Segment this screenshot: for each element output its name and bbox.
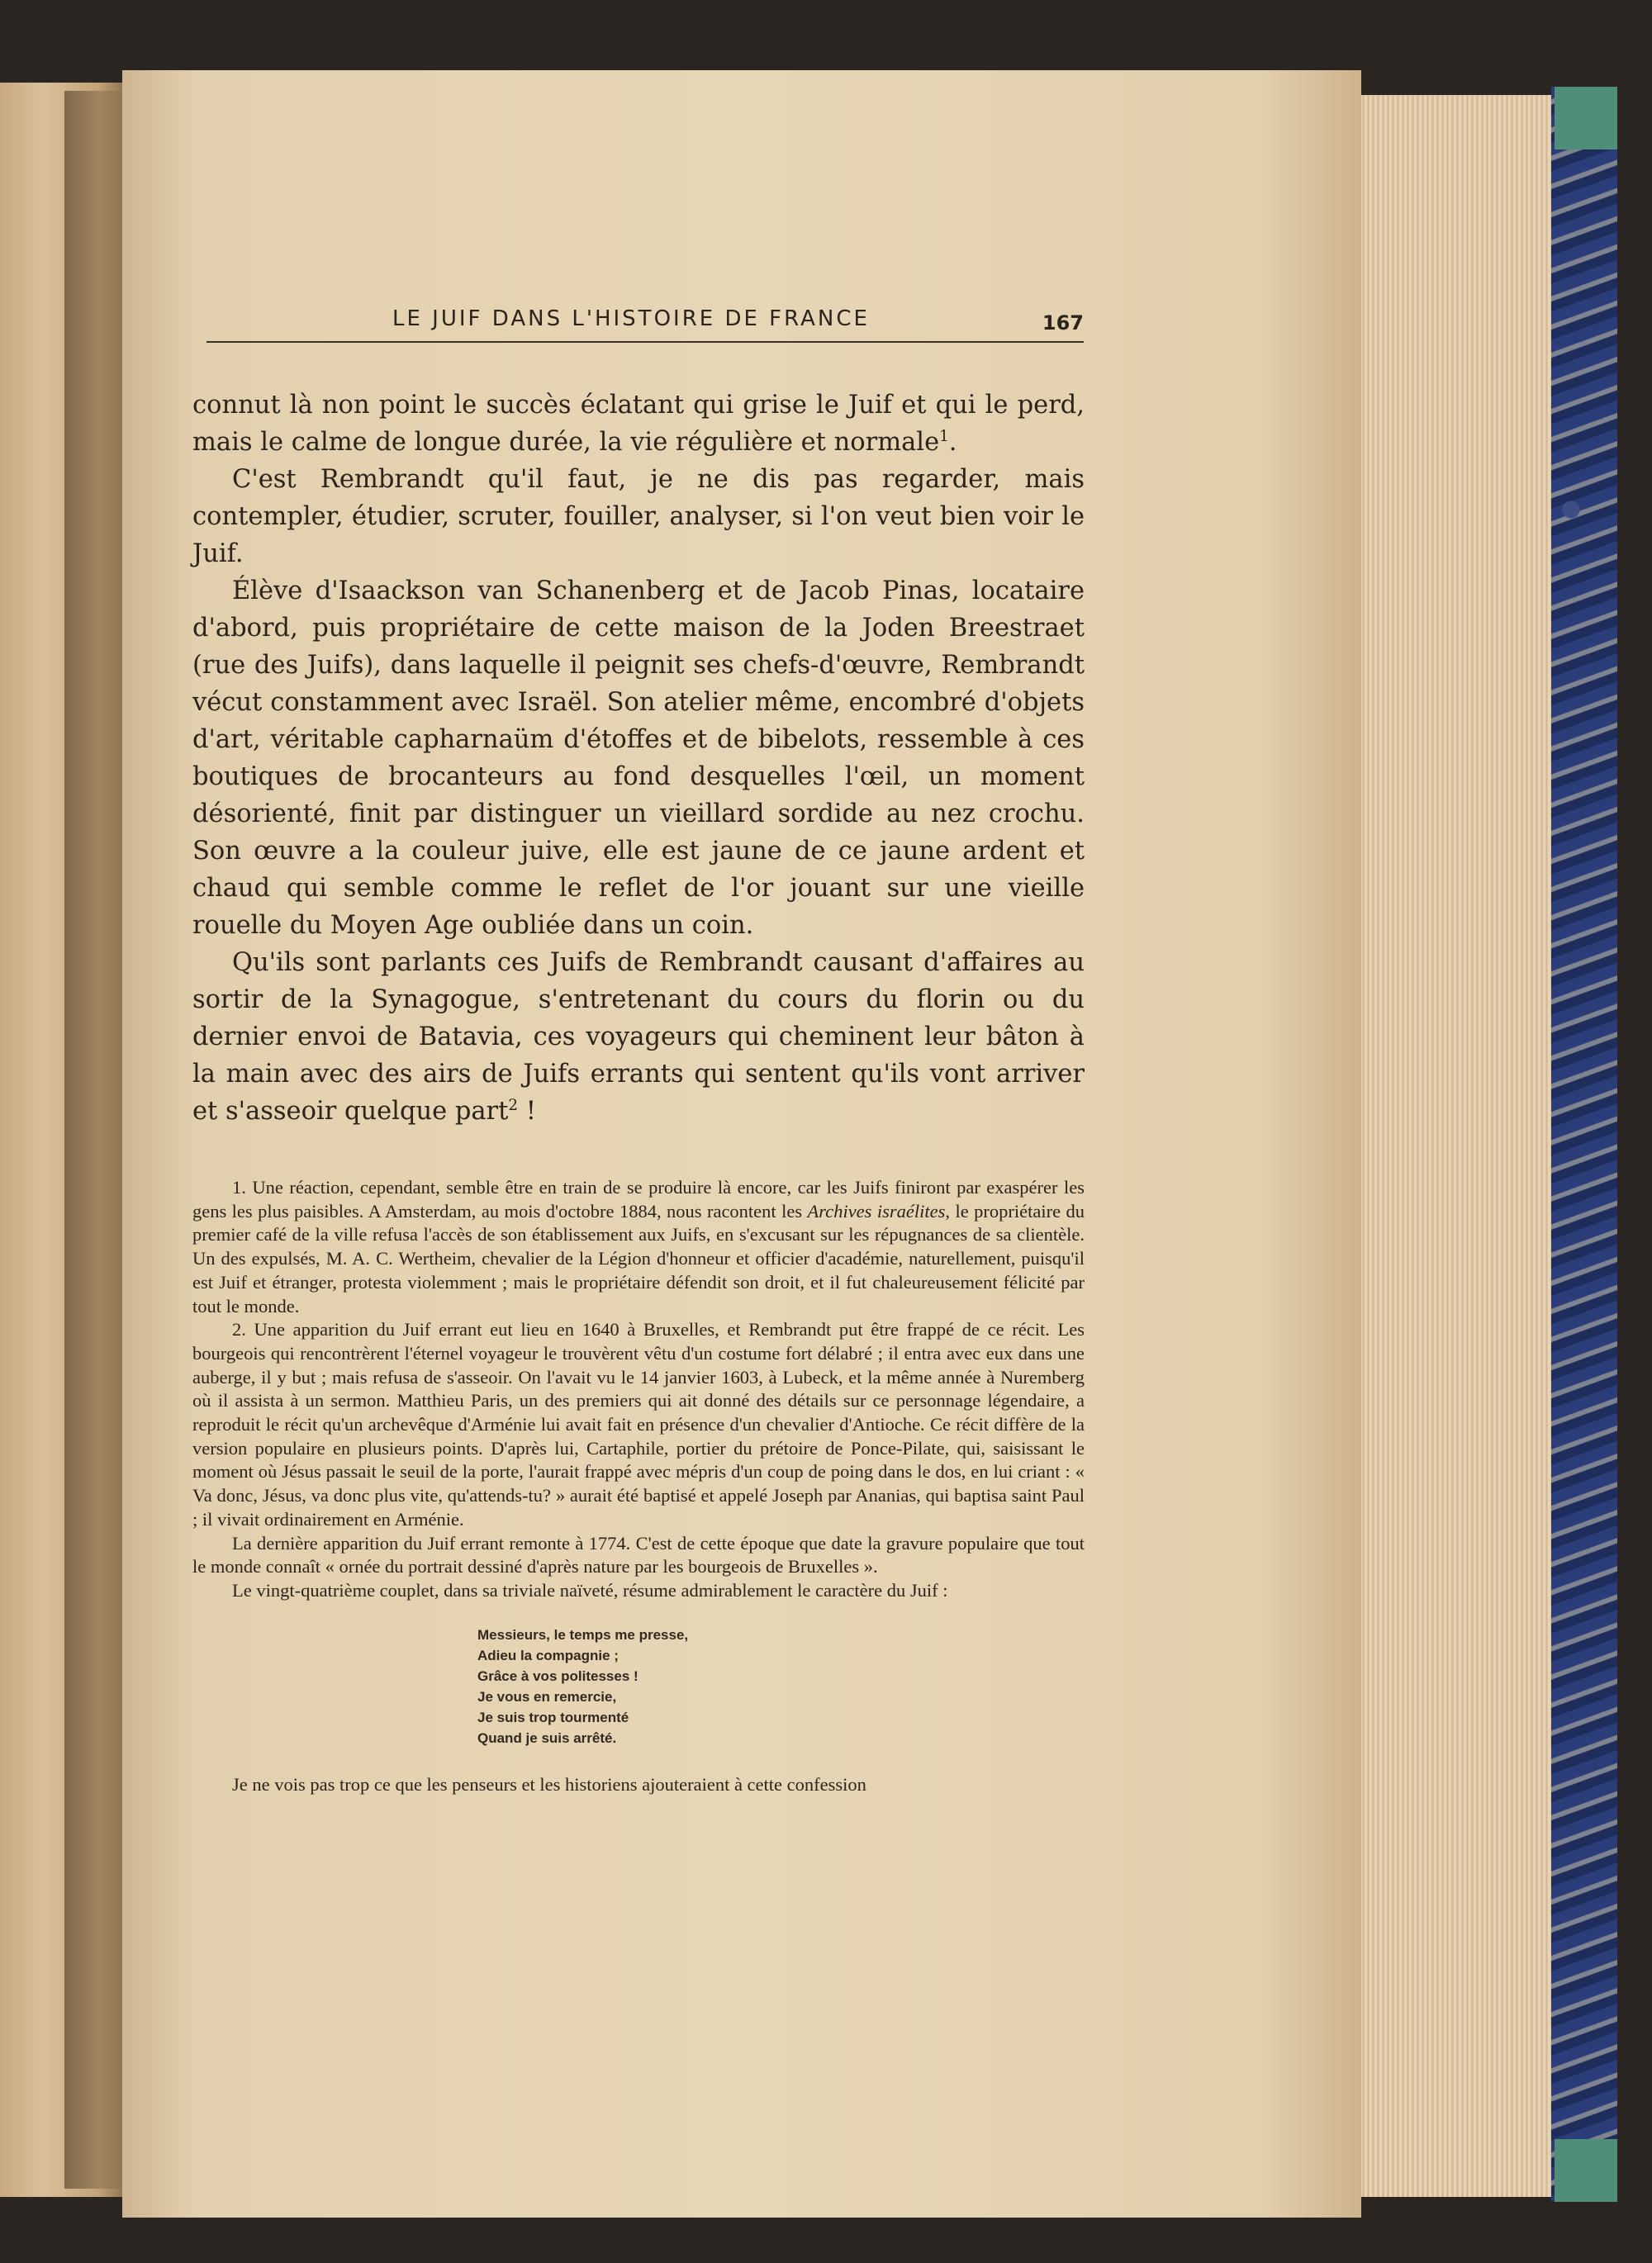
footnote-ref: 1 bbox=[939, 427, 949, 445]
footnote-1: 1. Une réaction, cependant, semble être en train de se produire là encore, car les Juifs finiront par exaspérer les gens les plus paisibles. A Amsterdam, au mois d'octobre 1884, nous racontent les Archives israélites, le propriétaire du premier café de la ville refusa l'accès de son établissement aux Juifs, en s'excusant sur les répugnances de sa clientèle. Un des expulsés, M. A. C. Wertheim, chevalier de la Légion d'honneur et officier d'académie, naturellement, puisqu'il est Juif et étranger, protesta violemment ; mais le propriétaire défendit son droit, et il fut chaleureusement félicité par tout le monde. bbox=[192, 1177, 1085, 1317]
marbled-cover bbox=[1551, 87, 1617, 2201]
cover-corner-top bbox=[1555, 87, 1617, 149]
footnotes bbox=[192, 1176, 1085, 1796]
journal-title: Archives israélites bbox=[807, 1200, 946, 1222]
cover-corner-bottom bbox=[1555, 2139, 1617, 2202]
page-number: 167 bbox=[1042, 311, 1084, 334]
binding-gutter bbox=[64, 91, 122, 2189]
paragraph: connut là non point le succès éclatant qui grise le Juif et qui le perd, mais le calme de longue durée, la vie régulière et normale$^1$. bbox=[192, 391, 1085, 457]
page-header bbox=[206, 293, 1084, 343]
paragraph: Élève d'Isaackson van Schanenberg et de Jacob Pinas, locataire d'abord, puis propriétaire de cette maison de la Joden Breestraet (rue des Juifs), dans laquelle il peignit ses chefs-d'œuvre, Rembrandt vécut constamment avec Israël. Son atelier même, encombré d'objets d'art, véritable capharnaüm d'étoffes et de bibelots, ressemble à ces boutiques de brocanteurs au fond desquelles l'œil, un moment désorienté, finit par distinguer un vieillard sordide au nez crochu. Son œuvre a la couleur juive, elle est jaune de ce jaune ardent et chaud qui semble comme le reflet de l'or jouant sur une vieille rouelle du Moyen Age oubliée dans un coin. bbox=[192, 576, 1085, 940]
paragraph: Qu'ils sont parlants ces Juifs de Rembrandt causant d'affaires au sortir de la Synagogue, s'entretenant du cours du florin ou du dernier envoi de Batavia, ces voyageurs qui cheminent leur bâton à la main avec des airs de Juifs errants qui sentent qu'ils vont arriver et s'asseoir quelque part$^2$ ! bbox=[192, 948, 1085, 1126]
verse-line: Messieurs, le temps me presse, bbox=[477, 1626, 689, 1643]
verse-line: Je suis trop tourmenté bbox=[477, 1709, 629, 1725]
header-rule bbox=[206, 341, 1084, 343]
verse-line: Adieu la compagnie ; bbox=[477, 1647, 619, 1663]
footnote-2-continued: Le vingt-quatrième couplet, dans sa triviale naïveté, résume admirablement le caractère du Juif : bbox=[232, 1579, 948, 1601]
running-title: LE JUIF DANS L'HISTOIRE DE FRANCE bbox=[392, 306, 870, 331]
paragraph: C'est Rembrandt qu'il faut, je ne dis pas regarder, mais contempler, étudier, scruter, fouiller, analyser, si l'on veut bien voir le Juif. bbox=[192, 465, 1085, 568]
footnote-2-continued: La dernière apparition du Juif errant remonte à 1774. C'est de cette époque que date la gravure populaire que tout le monde connaît « ornée du portrait dessiné d'après nature par les bourgeois de Bruxelles ». bbox=[192, 1532, 1085, 1577]
footnote-2: 2. Une apparition du Juif errant eut lieu en 1640 à Bruxelles, et Rembrandt put être frappé de ce récit. Les bourgeois qui rencontrèrent l'éternel voyageur le trouvèrent vêtu d'un costume fort délabré ; il entra avec eux dans une auberge, il y but ; mais refusa de s'asseoir. On l'avait vu le 14 janvier 1603, à Lubeck, et la même année à Nuremberg où il assista à un sermon. Matthieu Paris, un des premiers qui ait donné des détails sur ce personnage légendaire, a reproduit le récit qu'un archevêque d'Arménie lui avait fait en présence d'un chevalier d'Antioche. Ce récit diffère de la version populaire en plusieurs points. D'après lui, Cartaphile, portier du prétoire de Ponce-Pilate, qui, saisissant le moment où Jésus passait le seuil de la porte, l'aurait frappé avec mépris d'un coup de poing dans le dos, en lui criant : « Va donc, Jésus, va donc plus vite, qu'attends-tu? » aurait été baptisé et appelé Joseph par Ananias, qui baptisa saint Paul ; il vivait ordinairement en Arménie. bbox=[192, 1319, 1085, 1530]
page-block-edges bbox=[1355, 95, 1561, 2197]
verse-line: Quand je suis arrêté. bbox=[477, 1729, 617, 1746]
verse-line: Je vous en remercie, bbox=[477, 1688, 617, 1705]
main-text bbox=[192, 387, 1085, 1796]
verse-line: Grâce à vos politesses ! bbox=[477, 1668, 638, 1684]
verse-quote bbox=[477, 1625, 1085, 1748]
footnote-ref: 2 bbox=[508, 1096, 519, 1114]
footnote-final-line: Je ne vois pas trop ce que les penseurs et les historiens ajouteraient à cette confession bbox=[232, 1773, 866, 1795]
